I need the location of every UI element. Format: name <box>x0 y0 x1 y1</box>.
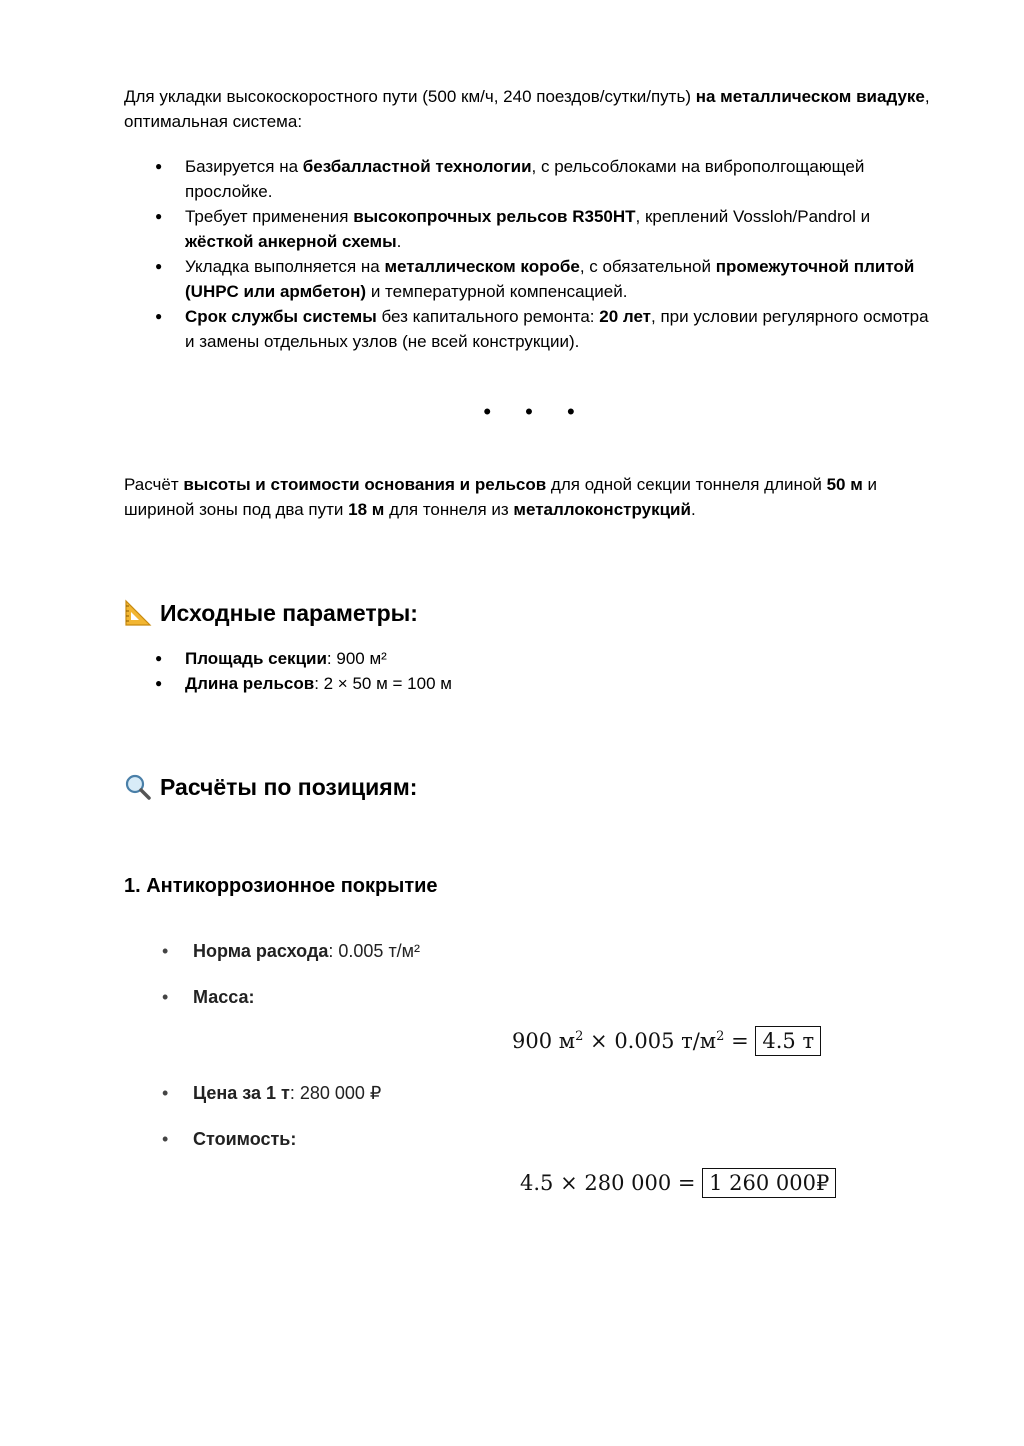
list-item: ● Требует применения высокопрочных рельсов R350HT, креплений Vossloh/Pandrol и жёсткой анкерной схемы. <box>124 204 934 254</box>
calc-intro-paragraph: Расчёт высоты и стоимости основания и рельсов для одной секции тоннеля длиной 50 м и шириной зоны под два пути 18 м для тоннеля из металлоконструкций. <box>124 475 878 519</box>
calcs-title: Расчёты по позициям: <box>160 774 418 800</box>
list-item: ● Базируется на безбалластной технологии, с рельсоблоками на виброполгощающей прослойке. <box>124 154 934 204</box>
list-item: ● Длина рельсов: 2 × 50 м = 100 м <box>124 671 934 696</box>
list-item: ● Площадь секции: 900 м² <box>124 646 934 671</box>
triangle-ruler-icon <box>124 599 152 627</box>
list-item: • Цена за 1 т: 280 000 ₽ <box>124 1080 934 1106</box>
magnifier-icon <box>124 773 152 801</box>
params-list <box>124 646 934 696</box>
item1-details <box>124 938 934 1010</box>
list-item: ● Укладка выполняется на металлическом коробе, с обязательной промежуточной плитой (UHPC или армбетон) и температурной компенсацией. <box>124 254 934 304</box>
calcs-heading <box>124 772 934 802</box>
params-heading <box>124 598 934 628</box>
item1-price <box>124 1080 934 1152</box>
mass-result: 4.5 т <box>755 1026 821 1056</box>
params-title: Исходные параметры: <box>160 600 418 626</box>
list-item: • Стоимость: <box>124 1126 934 1152</box>
section-separator: • • • <box>483 399 589 424</box>
system-bullets <box>124 154 934 354</box>
cost-formula-row <box>124 1160 934 1220</box>
mass-formula-row <box>124 1018 934 1078</box>
mass-formula: 900 $м^2 \times 0.005$ $т/м^2 = 4.5$ т <box>512 1026 821 1056</box>
cost-result: 1 260 000₽ <box>702 1168 836 1198</box>
list-item: • Масса: <box>124 984 934 1010</box>
list-item: • Норма расхода: 0.005 т/м² <box>124 938 934 964</box>
document-page <box>124 84 934 1220</box>
intro-paragraph: Для укладки высокоскоростного пути (500 км/ч, 240 поездов/сутки/путь) на металлическом виадуке, оптимальная система: <box>124 87 930 131</box>
list-item: ● Срок службы системы без капитального ремонта: 20 лет, при условии регулярного осмотра и замены отдельных узлов (не всей конструкции). <box>124 304 934 354</box>
item1-title: 1. Антикоррозионное покрытие <box>124 875 438 897</box>
cost-formula: 4.5 × 280 000 = 1 260 000₽ <box>520 1168 836 1198</box>
